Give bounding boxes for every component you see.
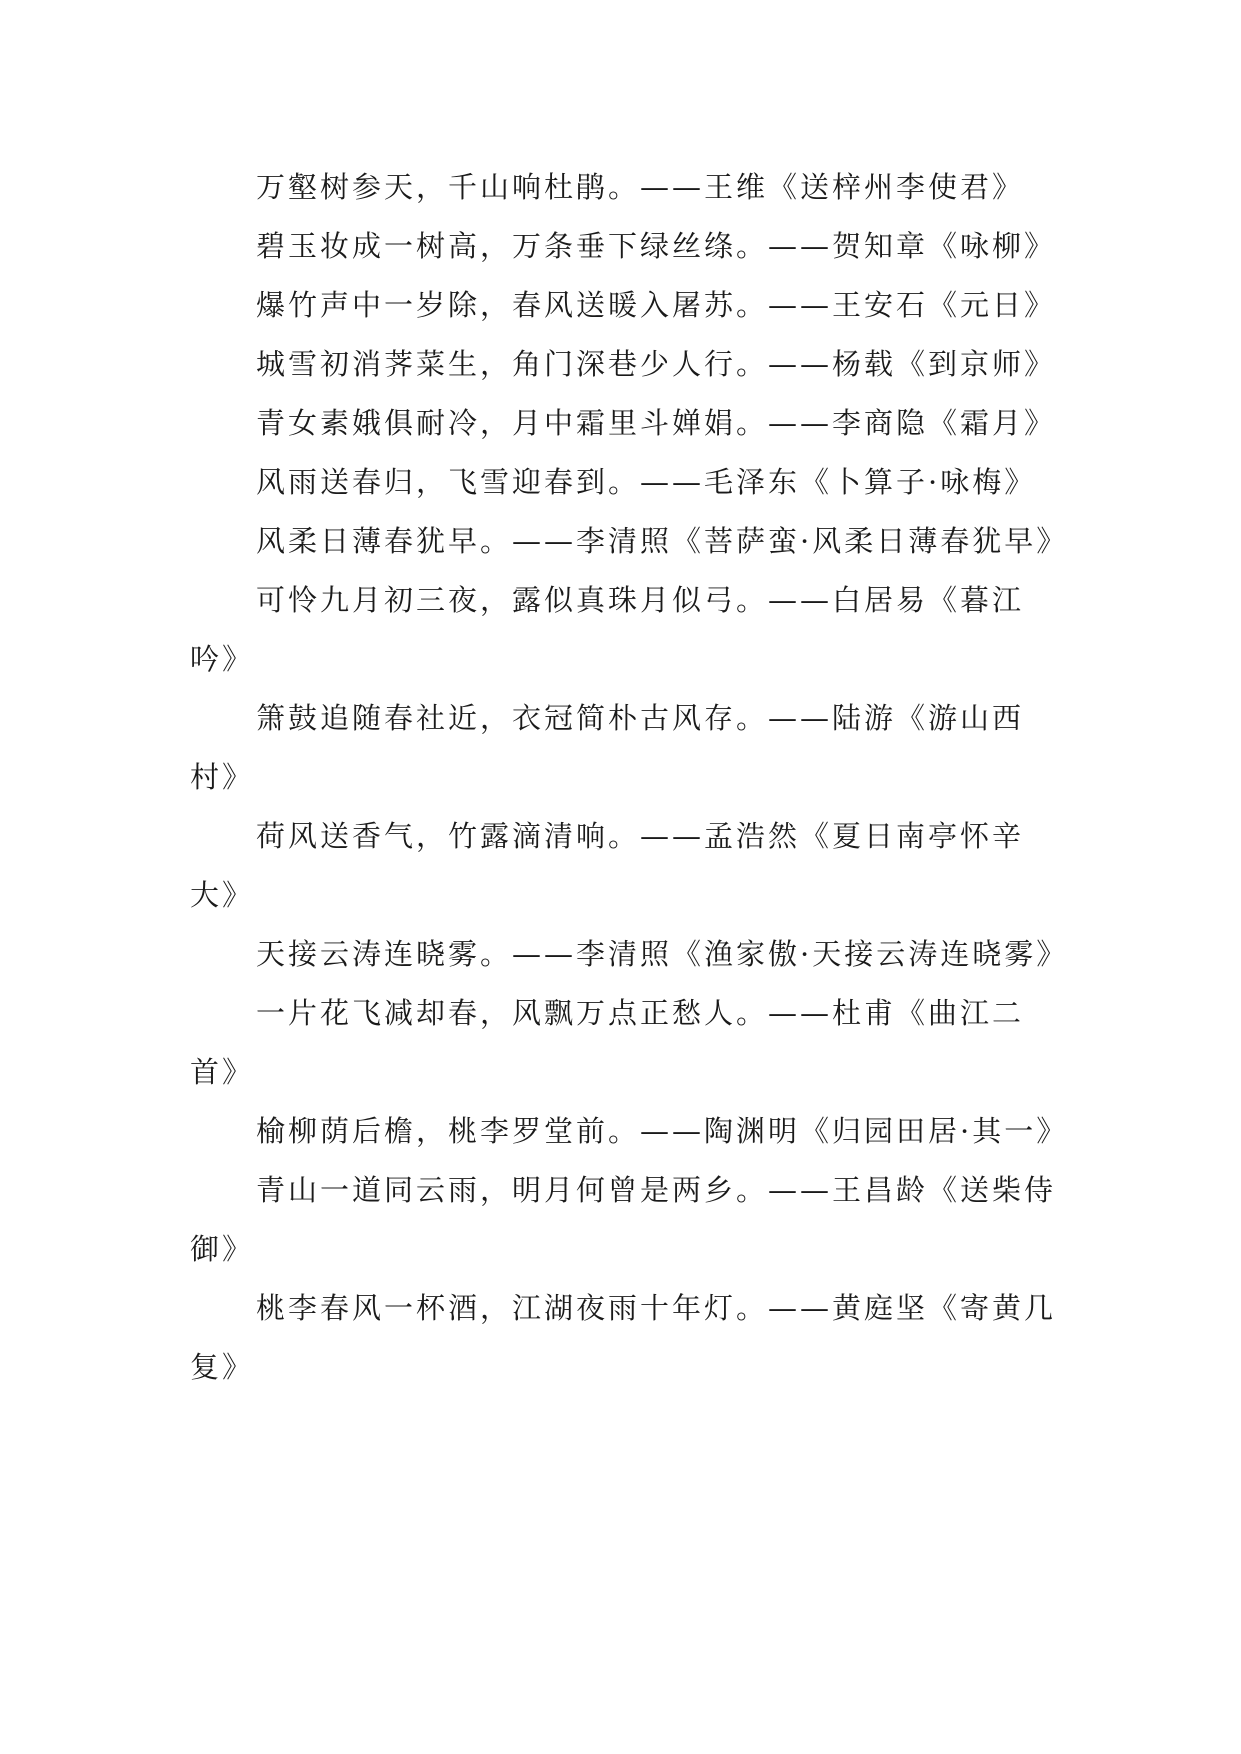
poem-quote: 青山一道同云雨，明月何曾是两乡。——王昌龄《送柴侍御》 [190,1173,1057,1266]
poem-quote: 风柔日薄春犹早。——李清照《菩萨蛮·风柔日薄春犹早》 [256,524,1069,558]
poem-quote: 荷风送香气，竹露滴清响。——孟浩然《夏日南亭怀辛大》 [190,819,1025,912]
poem-quote: 桃李春风一杯酒，江湖夜雨十年灯。——黄庭坚《寄黄几复》 [190,1291,1057,1384]
poem-quote: 青女素娥俱耐冷，月中霜里斗婵娟。——李商隐《霜月》 [256,406,1057,440]
poem-quote: 箫鼓追随春社近，衣冠简朴古风存。——陆游《游山西村》 [190,701,1025,794]
poem-quote: 碧玉妆成一树高，万条垂下绿丝绦。——贺知章《咏柳》 [256,229,1057,263]
poem-quote: 榆柳荫后檐，桃李罗堂前。——陶渊明《归园田居·其一》 [256,1114,1069,1148]
poem-quote: 一片花飞减却春，风飘万点正愁人。——杜甫《曲江二首》 [190,996,1025,1089]
poem-quote: 万壑树参天，千山响杜鹃。——王维《送梓州李使君》 [256,170,1025,204]
poem-quote: 可怜九月初三夜，露似真珠月似弓。——白居易《暮江吟》 [190,583,1025,676]
poem-quote: 爆竹声中一岁除，春风送暖入屠苏。——王安石《元日》 [256,288,1057,322]
poem-quote: 天接云涛连晓雾。——李清照《渔家傲·天接云涛连晓雾》 [256,937,1069,971]
poem-quote: 城雪初消荠菜生，角门深巷少人行。——杨载《到京师》 [256,347,1057,381]
poem-quote-list [190,158,1069,1397]
poem-quote: 风雨送春归，飞雪迎春到。——毛泽东《卜算子·咏梅》 [256,465,1037,499]
